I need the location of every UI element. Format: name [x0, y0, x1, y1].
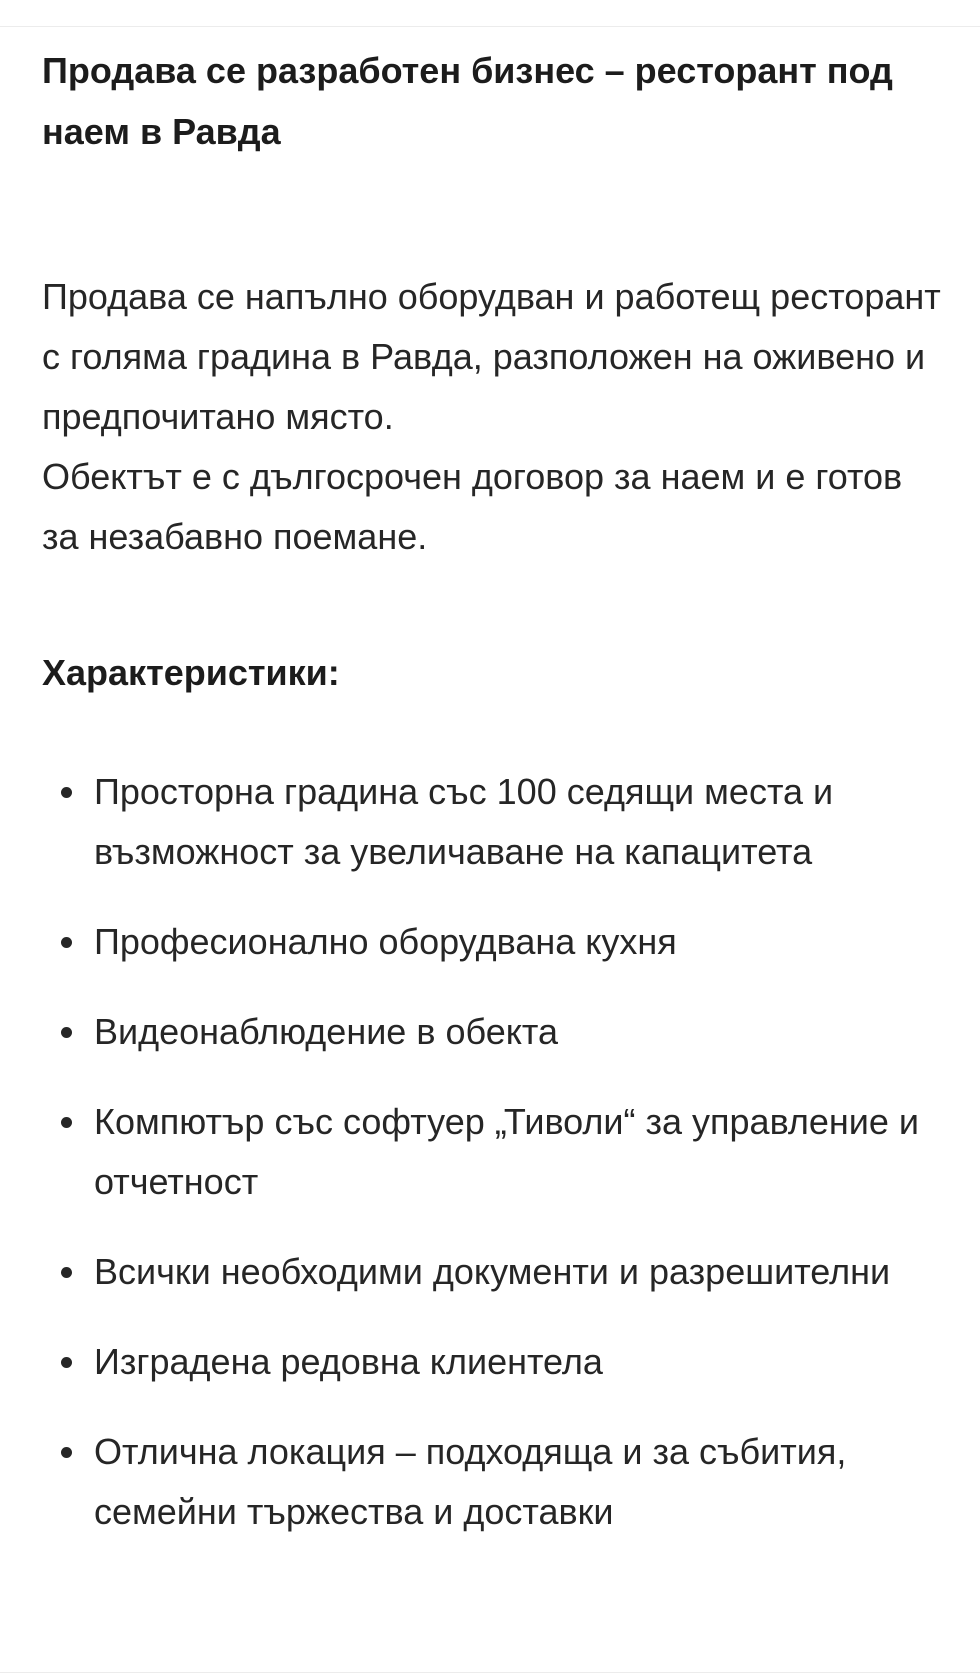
- feature-text: Просторна градина със 100 седящи места и възможност за увеличаване на капацитета: [94, 771, 834, 872]
- bullet-icon: [61, 1267, 72, 1278]
- feature-item: [42, 1242, 942, 1302]
- feature-text: Компютър със софтуер „Тиволи“ за управление и отчетност: [94, 1101, 920, 1202]
- feature-text: Изградена редовна клиентела: [94, 1341, 603, 1382]
- feature-text: Всички необходими документи и разрешителни: [94, 1251, 891, 1292]
- feature-text: Видеонаблюдение в обекта: [94, 1011, 558, 1052]
- feature-item: [42, 912, 942, 972]
- description-paragraph-2: Обектът е с дългосрочен договор за наем и е готов за незабавно поемане.: [42, 456, 903, 557]
- feature-text: Отлична локация – подходяща и за събития, семейни тържества и доставки: [94, 1431, 847, 1532]
- bullet-icon: [61, 787, 72, 798]
- bottom-divider: [0, 1672, 980, 1673]
- features-heading: Характеристики:: [42, 652, 340, 693]
- bullet-icon: [61, 1447, 72, 1458]
- bullet-icon: [61, 1117, 72, 1128]
- feature-text: Професионално оборудвана кухня: [94, 921, 677, 962]
- bullet-icon: [61, 937, 72, 948]
- feature-item: [42, 1422, 942, 1542]
- feature-item: [42, 762, 942, 882]
- description-paragraph-1: Продава се напълно оборудван и работещ ресторант с голяма градина в Равда, разположен на оживено и предпочитано място.: [42, 276, 941, 437]
- listing-content: [42, 40, 942, 1542]
- top-divider: [0, 26, 980, 27]
- bullet-icon: [61, 1027, 72, 1038]
- feature-item: [42, 1092, 942, 1212]
- listing-title: Продава се разработен бизнес – ресторант под наем в Равда: [42, 50, 893, 152]
- features-list: [42, 762, 942, 1542]
- feature-item: [42, 1332, 942, 1392]
- feature-item: [42, 1002, 942, 1062]
- bullet-icon: [61, 1357, 72, 1368]
